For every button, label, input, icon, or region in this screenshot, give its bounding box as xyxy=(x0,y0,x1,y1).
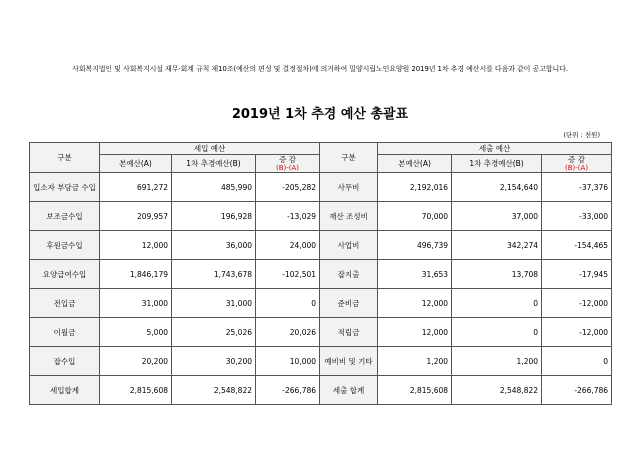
table-row xyxy=(30,318,612,347)
expense-revised-cell: 342,274 xyxy=(452,231,542,260)
table-row xyxy=(30,202,612,231)
revenue-revised-cell: 485,990 xyxy=(172,173,256,202)
revenue-category-cell: 후원금수입 xyxy=(30,231,100,260)
revenue-diff-cell: 10,000 xyxy=(256,347,320,376)
revenue-original-cell: 31,000 xyxy=(100,289,172,318)
expense-diff-cell: -12,000 xyxy=(542,318,612,347)
revenue-original-cell: 5,000 xyxy=(100,318,172,347)
revenue-category-cell: 입소자 부담금 수입 xyxy=(30,173,100,202)
revenue-diff-cell: 0 xyxy=(256,289,320,318)
expense-revised-cell: 0 xyxy=(452,318,542,347)
expense-diff-cell: -154,465 xyxy=(542,231,612,260)
revenue-original-cell: 12,000 xyxy=(100,231,172,260)
expense-original-cell: 31,653 xyxy=(378,260,452,289)
revenue-category-header: 구분 xyxy=(30,143,100,173)
table-row xyxy=(30,231,612,260)
announcement-text: 사회복지법인 및 사회복지시설 재무·회계 규칙 제10조(예산의 편성 및 결정절차)에 의거하여 밀양시립노인요양원 2019년 1차 추경 예산서를 다음과 같이 공고합니다. xyxy=(72,65,568,73)
revenue-category-cell: 전입금 xyxy=(30,289,100,318)
expense-revised-cell: 1,200 xyxy=(452,347,542,376)
expense-revised-cell: 0 xyxy=(452,289,542,318)
revenue-original-cell: 691,272 xyxy=(100,173,172,202)
revenue-diff-cell: -205,282 xyxy=(256,173,320,202)
expense-diff-cell: -33,000 xyxy=(542,202,612,231)
diff-label: 증 감 xyxy=(279,154,296,164)
expense-original-cell: 1,200 xyxy=(378,347,452,376)
revenue-revised-cell: 2,548,822 xyxy=(172,376,256,405)
table-row xyxy=(30,347,612,376)
expense-category-cell: 적립금 xyxy=(320,318,378,347)
revenue-diff-cell: -266,786 xyxy=(256,376,320,405)
revenue-group-header: 세입 예산 xyxy=(100,143,320,155)
expense-diff-cell: 0 xyxy=(542,347,612,376)
revenue-diff-cell: -13,029 xyxy=(256,202,320,231)
expense-diff-cell: -37,376 xyxy=(542,173,612,202)
expense-original-cell: 70,000 xyxy=(378,202,452,231)
revenue-original-cell: 209,957 xyxy=(100,202,172,231)
revenue-revised-cell: 30,200 xyxy=(172,347,256,376)
expense-category-cell: 예비비 및 기타 xyxy=(320,347,378,376)
diff-formula: (B)-(A) xyxy=(565,163,589,172)
expense-category-cell: 사무비 xyxy=(320,173,378,202)
table-row xyxy=(30,289,612,318)
expense-revised-cell: 37,000 xyxy=(452,202,542,231)
expense-diff-header xyxy=(542,155,612,173)
expense-diff-cell: -17,945 xyxy=(542,260,612,289)
expense-original-cell: 496,739 xyxy=(378,231,452,260)
expense-original-cell: 2,815,608 xyxy=(378,376,452,405)
expense-original-cell: 12,000 xyxy=(378,318,452,347)
revenue-original-cell: 20,200 xyxy=(100,347,172,376)
unit-label: (단위 : 천원) xyxy=(563,131,600,139)
expense-category-cell: 세출 합계 xyxy=(320,376,378,405)
expense-category-cell: 준비금 xyxy=(320,289,378,318)
expense-diff-cell: -12,000 xyxy=(542,289,612,318)
expense-group-header: 세출 예산 xyxy=(378,143,612,155)
diff-formula: (B)-(A) xyxy=(275,163,300,172)
page-title: 2019년 1차 추경 예산 총괄표 xyxy=(231,107,409,122)
expense-category-cell: 사업비 xyxy=(320,231,378,260)
expense-revised-header: 1차 추경예산(B) xyxy=(452,155,542,173)
revenue-original-cell: 2,815,608 xyxy=(100,376,172,405)
revenue-diff-header xyxy=(256,155,320,173)
expense-original-header: 본예산(A) xyxy=(378,155,452,173)
table-row xyxy=(30,260,612,289)
revenue-category-cell: 세입합계 xyxy=(30,376,100,405)
revenue-revised-cell: 36,000 xyxy=(172,231,256,260)
revenue-revised-cell: 31,000 xyxy=(172,289,256,318)
expense-revised-cell: 13,708 xyxy=(452,260,542,289)
expense-revised-cell: 2,154,640 xyxy=(452,173,542,202)
revenue-revised-cell: 196,928 xyxy=(172,202,256,231)
expense-revised-cell: 2,548,822 xyxy=(452,376,542,405)
expense-category-header: 구분 xyxy=(320,143,378,173)
revenue-diff-cell: 24,000 xyxy=(256,231,320,260)
revenue-revised-header: 1차 추경예산(B) xyxy=(172,155,256,173)
expense-category-cell: 재산 조성비 xyxy=(320,202,378,231)
expense-original-cell: 12,000 xyxy=(378,289,452,318)
expense-category-cell: 잡지출 xyxy=(320,260,378,289)
revenue-revised-cell: 25,026 xyxy=(172,318,256,347)
revenue-diff-cell: 20,026 xyxy=(256,318,320,347)
revenue-category-cell: 요양급여수입 xyxy=(30,260,100,289)
revenue-category-cell: 이월금 xyxy=(30,318,100,347)
revenue-revised-cell: 1,743,678 xyxy=(172,260,256,289)
budget-summary-table xyxy=(29,142,612,405)
table-row xyxy=(30,376,612,405)
table-row xyxy=(30,173,612,202)
revenue-diff-cell: -102,501 xyxy=(256,260,320,289)
revenue-original-header: 본예산(A) xyxy=(100,155,172,173)
revenue-category-cell: 보조금수입 xyxy=(30,202,100,231)
expense-diff-cell: -266,786 xyxy=(542,376,612,405)
diff-label: 증 감 xyxy=(568,154,585,164)
expense-original-cell: 2,192,016 xyxy=(378,173,452,202)
revenue-category-cell: 잡수입 xyxy=(30,347,100,376)
revenue-original-cell: 1,846,179 xyxy=(100,260,172,289)
